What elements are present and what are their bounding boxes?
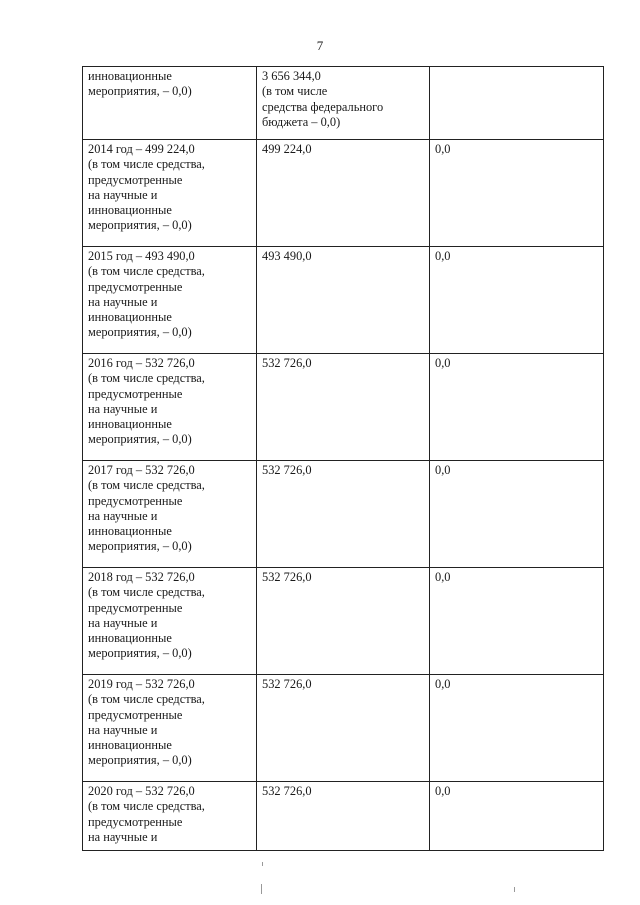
- period-cell: 2019 год – 532 726,0 (в том числе средства, предусмотренные на научные и инновационные мероприятия, – 0,0): [83, 675, 257, 782]
- table-row: [83, 247, 604, 354]
- table-row: [83, 461, 604, 568]
- total-amount-cell: 532 726,0: [257, 675, 430, 782]
- other-amount-cell: 0,0: [430, 140, 604, 247]
- table-row: [83, 675, 604, 782]
- total-amount-cell: 499 224,0: [257, 140, 430, 247]
- table-row: [83, 67, 604, 140]
- other-amount-cell: 0,0: [430, 675, 604, 782]
- period-cell: 2016 год – 532 726,0 (в том числе средства, предусмотренные на научные и инновационные мероприятия, – 0,0): [83, 354, 257, 461]
- period-cell: инновационные мероприятия, – 0,0): [83, 67, 257, 140]
- funding-table: [82, 66, 604, 851]
- total-amount-cell: 3 656 344,0 (в том числе средства федерального бюджета – 0,0): [257, 67, 430, 140]
- other-amount-cell: 0,0: [430, 461, 604, 568]
- period-cell: 2018 год – 532 726,0 (в том числе средства, предусмотренные на научные и инновационные мероприятия, – 0,0): [83, 568, 257, 675]
- table-row: [83, 568, 604, 675]
- other-amount-cell: 0,0: [430, 568, 604, 675]
- other-amount-cell: [430, 67, 604, 140]
- period-cell: 2015 год – 493 490,0 (в том числе средства, предусмотренные на научные и инновационные мероприятия, – 0,0): [83, 247, 257, 354]
- table-row: [83, 782, 604, 851]
- period-cell: 2020 год – 532 726,0 (в том числе средства, предусмотренные на научные и: [83, 782, 257, 851]
- table-row: [83, 140, 604, 247]
- total-amount-cell: 532 726,0: [257, 782, 430, 851]
- total-amount-cell: 532 726,0: [257, 461, 430, 568]
- page-number: 7: [316, 38, 324, 53]
- other-amount-cell: 0,0: [430, 247, 604, 354]
- scan-artifact: [514, 887, 515, 892]
- total-amount-cell: 532 726,0: [257, 354, 430, 461]
- table-row: [83, 354, 604, 461]
- total-amount-cell: 493 490,0: [257, 247, 430, 354]
- period-cell: 2014 год – 499 224,0 (в том числе средства, предусмотренные на научные и инновационные мероприятия, – 0,0): [83, 140, 257, 247]
- scan-artifact: [261, 884, 262, 894]
- scan-artifact: [262, 862, 263, 866]
- total-amount-cell: 532 726,0: [257, 568, 430, 675]
- period-cell: 2017 год – 532 726,0 (в том числе средства, предусмотренные на научные и инновационные мероприятия, – 0,0): [83, 461, 257, 568]
- other-amount-cell: 0,0: [430, 782, 604, 851]
- other-amount-cell: 0,0: [430, 354, 604, 461]
